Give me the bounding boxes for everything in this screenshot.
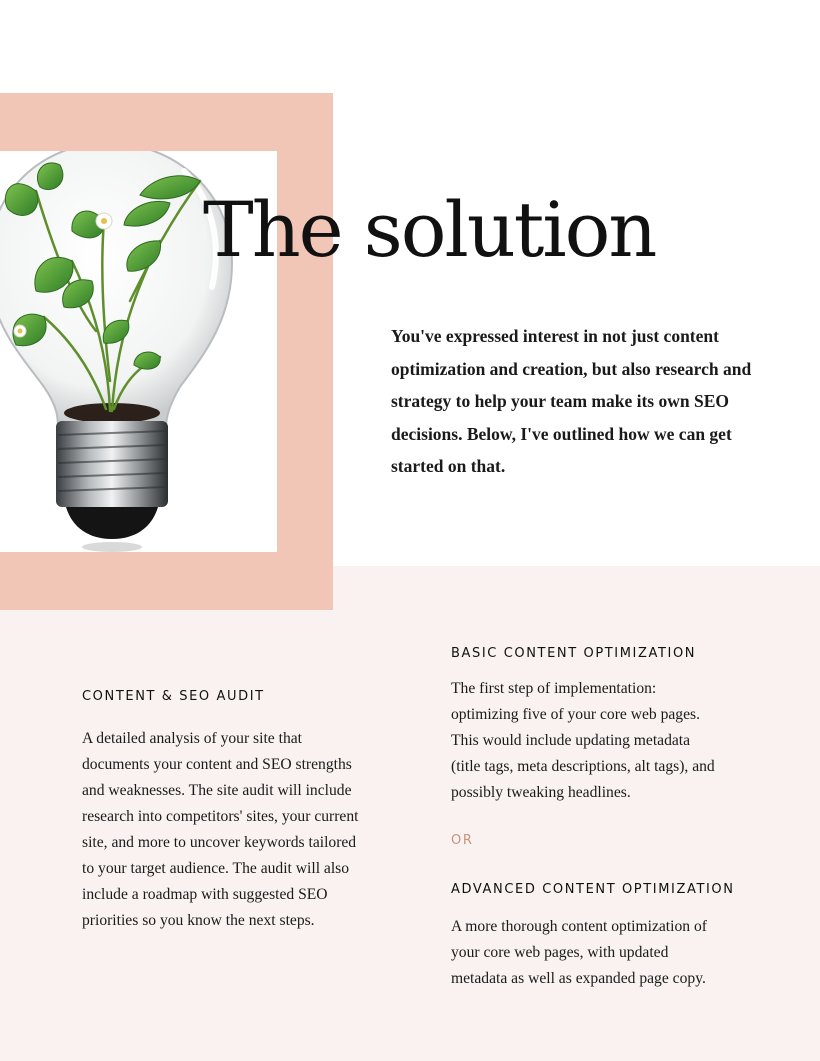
- advanced-optimization-heading: ADVANCED CONTENT OPTIMIZATION: [451, 882, 735, 897]
- basic-optimization-description: The first step of implementation: optimizing five of your core web pages. This would include updating metadata (title tags, meta descriptions, alt tags), and possibly tweaking headlines.: [451, 680, 715, 801]
- audit-heading: CONTENT & SEO AUDIT: [82, 689, 265, 704]
- or-separator: OR: [451, 833, 474, 848]
- intro-paragraph: You've expressed interest in not just content optimization and creation, but also research and strategy to help your team make its own SEO decisions. Below, I've outlined how we can get started on that.: [391, 326, 752, 476]
- basic-optimization-heading: BASIC CONTENT OPTIMIZATION: [451, 646, 697, 661]
- audit-description: A detailed analysis of your site that documents your content and SEO strengths and weaknesses. The site audit will include research into competitors' sites, your current site, and more to uncover keywords tailored to your target audience. The audit will also include a roadmap with suggested SEO priorities so you know the next steps.: [82, 730, 359, 929]
- page-title: The solution: [203, 185, 656, 274]
- advanced-optimization-description: A more thorough content optimization of your core web pages, with updated metadata as well as expanded page copy.: [451, 918, 707, 987]
